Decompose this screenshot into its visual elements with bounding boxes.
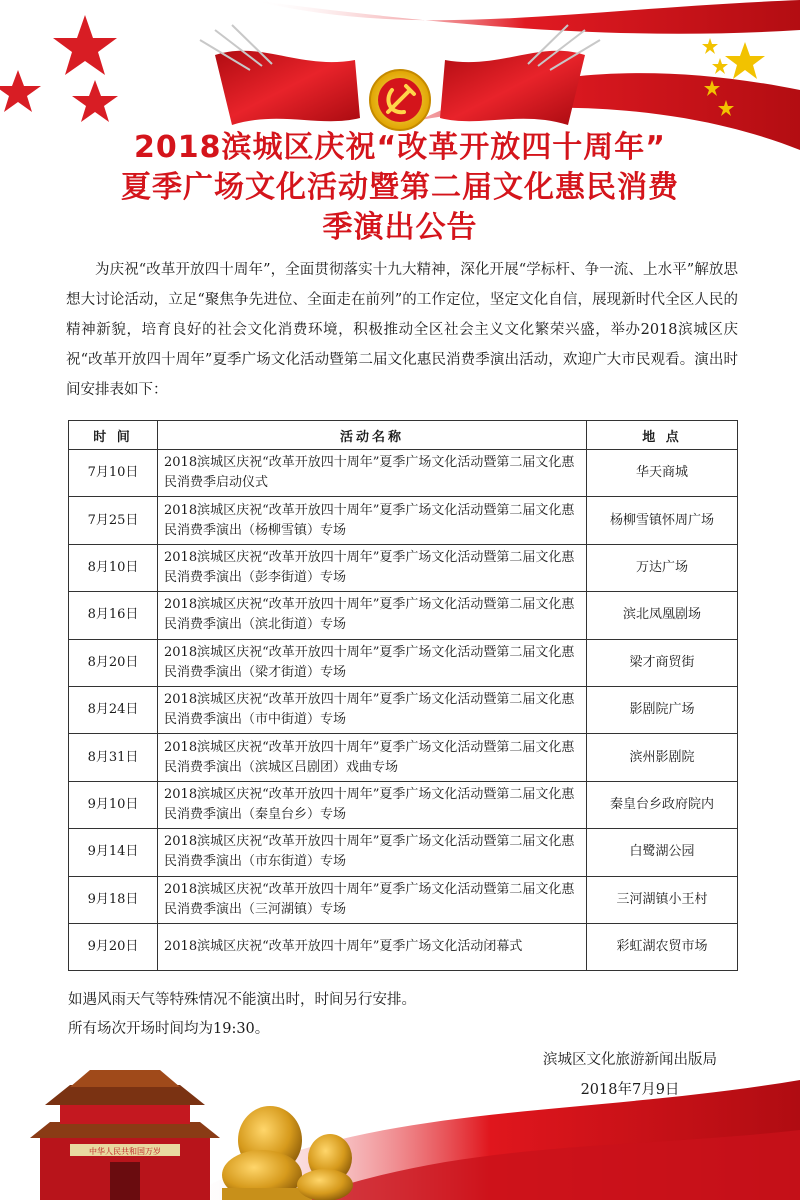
row-place: 影剧院广场 [587, 686, 738, 733]
table-row [69, 734, 738, 781]
row-date: 9月10日 [69, 781, 158, 828]
row-date: 8月20日 [69, 639, 158, 686]
row-place: 秦皇台乡政府院内 [587, 781, 738, 828]
row-place: 滨北凤凰剧场 [587, 592, 738, 639]
row-activity: 2018滨城区庆祝“改革开放四十周年”夏季广场文化活动暨第二届文化惠民消费季演出（三河湖镇）专场 [158, 876, 587, 923]
row-activity: 2018滨城区庆祝“改革开放四十周年”夏季广场文化活动暨第二届文化惠民消费季演出（秦皇台乡）专场 [158, 781, 587, 828]
row-place: 华天商城 [587, 450, 738, 497]
table-row [69, 876, 738, 923]
row-activity: 2018滨城区庆祝“改革开放四十周年”夏季广场文化活动暨第二届文化惠民消费季启动仪式 [158, 450, 587, 497]
header-activity: 活动名称 [158, 421, 587, 450]
left-stars-icon [0, 15, 118, 122]
row-date: 9月20日 [69, 923, 158, 970]
title-line-1: 2018滨城区庆祝“改革开放四十周年” [134, 130, 666, 165]
signature-org: 滨城区文化旅游新闻出版局 [543, 1052, 717, 1068]
table-row [69, 544, 738, 591]
row-activity: 2018滨城区庆祝“改革开放四十周年”夏季广场文化活动暨第二届文化惠民消费季演出（杨柳雪镇）专场 [158, 497, 587, 544]
gate-banner-text: 中华人民共和国万岁 [89, 1147, 161, 1156]
table-row [69, 923, 738, 970]
note-weather: 如遇风雨天气等特殊情况不能演出时，时间另行安排。 [68, 992, 416, 1008]
table-row [69, 781, 738, 828]
table-row [69, 686, 738, 733]
intro-paragraph: 为庆祝“改革开放四十周年”，全面贯彻落实十九大精神，深化开展“学标杆、争一流、上水平”解放思想大讨论活动，立足“聚焦争先进位、全面走在前列”的工作定位，坚定文化自信，展现新时代全区人民的精神新貌，培育良好的社会文化消费环境，积极推动全区社会主义文化繁荣兴盛，举办2018滨城区庆祝“改革开放四十周年”夏季广场文化活动暨第二届文化惠民消费季演出活动，欢迎广大市民观看。演出时间安排表如下： [66, 262, 738, 398]
row-activity: 2018滨城区庆祝“改革开放四十周年”夏季广场文化活动暨第二届文化惠民消费季演出（市东街道）专场 [158, 829, 587, 876]
row-activity: 2018滨城区庆祝“改革开放四十周年”夏季广场文化活动暨第二届文化惠民消费季演出（滨城区吕剧团）戏曲专场 [158, 734, 587, 781]
row-date: 7月25日 [69, 497, 158, 544]
row-place: 杨柳雪镇怀周广场 [587, 497, 738, 544]
schedule-table [68, 420, 738, 971]
note-start-time: 所有场次开场时间均为19:30。 [68, 1021, 270, 1037]
header-date: 时 间 [69, 421, 158, 450]
row-date: 8月10日 [69, 544, 158, 591]
table-row [69, 592, 738, 639]
title-line-3: 季演出公告 [322, 210, 478, 245]
row-place: 彩虹湖农贸市场 [587, 923, 738, 970]
row-place: 三河湖镇小王村 [587, 876, 738, 923]
row-date: 8月16日 [69, 592, 158, 639]
row-date: 7月10日 [69, 450, 158, 497]
row-activity: 2018滨城区庆祝“改革开放四十周年”夏季广场文化活动暨第二届文化惠民消费季演出（梁才街道）专场 [158, 639, 587, 686]
page-title [0, 128, 800, 248]
row-place: 滨州影剧院 [587, 734, 738, 781]
row-place: 万达广场 [587, 544, 738, 591]
row-place: 白鹭湖公园 [587, 829, 738, 876]
row-date: 8月24日 [69, 686, 158, 733]
row-activity: 2018滨城区庆祝“改革开放四十周年”夏季广场文化活动暨第二届文化惠民消费季演出（滨北街道）专场 [158, 592, 587, 639]
row-date: 9月14日 [69, 829, 158, 876]
table-row [69, 829, 738, 876]
row-date: 8月31日 [69, 734, 158, 781]
signature-date: 2018年7月9日 [580, 1082, 680, 1098]
table-header-row [69, 421, 738, 450]
row-place: 梁才商贸街 [587, 639, 738, 686]
row-activity: 2018滨城区庆祝“改革开放四十周年”夏季广场文化活动暨第二届文化惠民消费季演出（彭李街道）专场 [158, 544, 587, 591]
table-row [69, 497, 738, 544]
row-activity: 2018滨城区庆祝“改革开放四十周年”夏季广场文化活动闭幕式 [158, 923, 587, 970]
tiananmen-gate-icon [30, 1070, 220, 1200]
header-place: 地 点 [587, 421, 738, 450]
flag-poles [200, 25, 600, 70]
row-activity: 2018滨城区庆祝“改革开放四十周年”夏季广场文化活动暨第二届文化惠民消费季演出（市中街道）专场 [158, 686, 587, 733]
title-line-2: 夏季广场文化活动暨第二届文化惠民消费 [121, 170, 679, 205]
row-date: 9月18日 [69, 876, 158, 923]
table-row [69, 639, 738, 686]
table-row [69, 450, 738, 497]
